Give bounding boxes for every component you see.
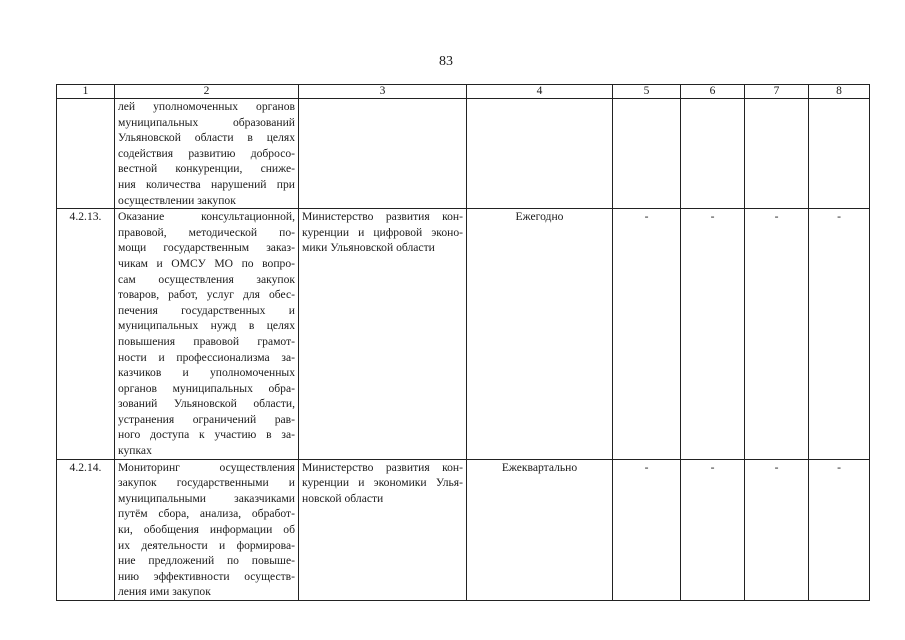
page-number: 83 [439,54,453,69]
description-line: печения государственных и [118,303,295,317]
header-cell: 3 [299,85,467,99]
description-line: муниципальных нужд в целях [118,319,295,333]
description-line: ления ими закупок [118,585,211,599]
description-line: вестной конкуренции, сниже- [118,162,295,176]
description-line: закупок государственными и [118,476,295,490]
description-line: сам осуществления закупок [118,272,295,286]
description-line: ние предложений по повыше- [118,554,295,568]
value-cell-6: - [681,459,745,600]
row-number-cell: 4.2.14. [57,459,115,600]
header-row [57,85,870,99]
measure-description-cell [115,209,299,460]
value-cell-7 [745,99,809,209]
description-line: нию эффективности осуществ- [118,569,295,583]
description-line: муниципальных образований [118,115,295,129]
measures-table [56,84,870,601]
responsible-body-line: новской области [302,491,384,505]
description-line: ного доступа к участию в за- [118,428,295,442]
description-line: ности и профессионализма за- [118,350,295,364]
row-number-cell: 4.2.13. [57,209,115,460]
value-cell-7: - [745,459,809,600]
value-cell-5 [613,99,681,209]
header-cell: 2 [115,85,299,99]
description-line: Мониторинг осуществления [118,460,295,474]
description-line: ния количества нарушений при [118,177,295,191]
responsible-body-line: куренции и экономики Улья- [302,476,463,490]
responsible-body-cell [299,459,467,600]
responsible-body-line: куренции и цифровой эконо- [302,225,463,239]
description-line: ки, обобщения информации об [118,523,295,537]
measure-description-cell [115,99,299,209]
responsible-body-line: Министерство развития кон- [302,460,463,474]
description-line: казчиков и уполномоченных [118,366,295,380]
table-row [57,209,870,460]
value-cell-8 [809,99,870,209]
value-cell-6: - [681,209,745,460]
description-line: купках [118,444,152,458]
description-line: чикам и ОМСУ МО по вопро- [118,256,295,270]
value-cell-5: - [613,209,681,460]
description-line: их деятельности и формирова- [118,538,295,552]
responsible-body-cell [299,209,467,460]
responsible-body-line: мики Ульяновской области [302,241,435,255]
description-line: Оказание консультационной, [118,210,295,224]
header-cell: 1 [57,85,115,99]
header-cell: 4 [467,85,613,99]
description-line: правовой, методической по- [118,225,295,239]
measure-description-cell [115,459,299,600]
description-line: товаров, работ, услуг для обес- [118,288,295,302]
value-cell-6 [681,99,745,209]
description-line: органов муниципальных обра- [118,381,295,395]
header-cell: 7 [745,85,809,99]
description-line: устранения ограничений рав- [118,412,295,426]
period-cell: Ежеквартально [467,459,613,600]
header-cell: 5 [613,85,681,99]
description-line: Ульяновской области в целях [118,131,295,145]
description-line: содействия развитию добросо- [118,146,295,160]
description-line: мощи государственным заказ- [118,241,295,255]
description-line: путём сбора, анализа, обработ- [118,507,295,521]
period-cell [467,99,613,209]
description-line: муниципальными заказчиками [118,491,295,505]
responsible-body-cell [299,99,467,209]
period-cell: Ежегодно [467,209,613,460]
table-row [57,99,870,209]
header-cell: 6 [681,85,745,99]
header-cell: 8 [809,85,870,99]
responsible-body-line: Министерство развития кон- [302,210,463,224]
description-line: лей уполномоченных органов [118,100,295,113]
value-cell-7: - [745,209,809,460]
value-cell-8: - [809,209,870,460]
value-cell-5: - [613,459,681,600]
description-line: осуществлении закупок [118,193,236,207]
table-row [57,459,870,600]
row-number-cell [57,99,115,209]
value-cell-8: - [809,459,870,600]
description-line: повышения правовой грамот- [118,334,295,348]
description-line: зований Ульяновской области, [118,397,295,411]
